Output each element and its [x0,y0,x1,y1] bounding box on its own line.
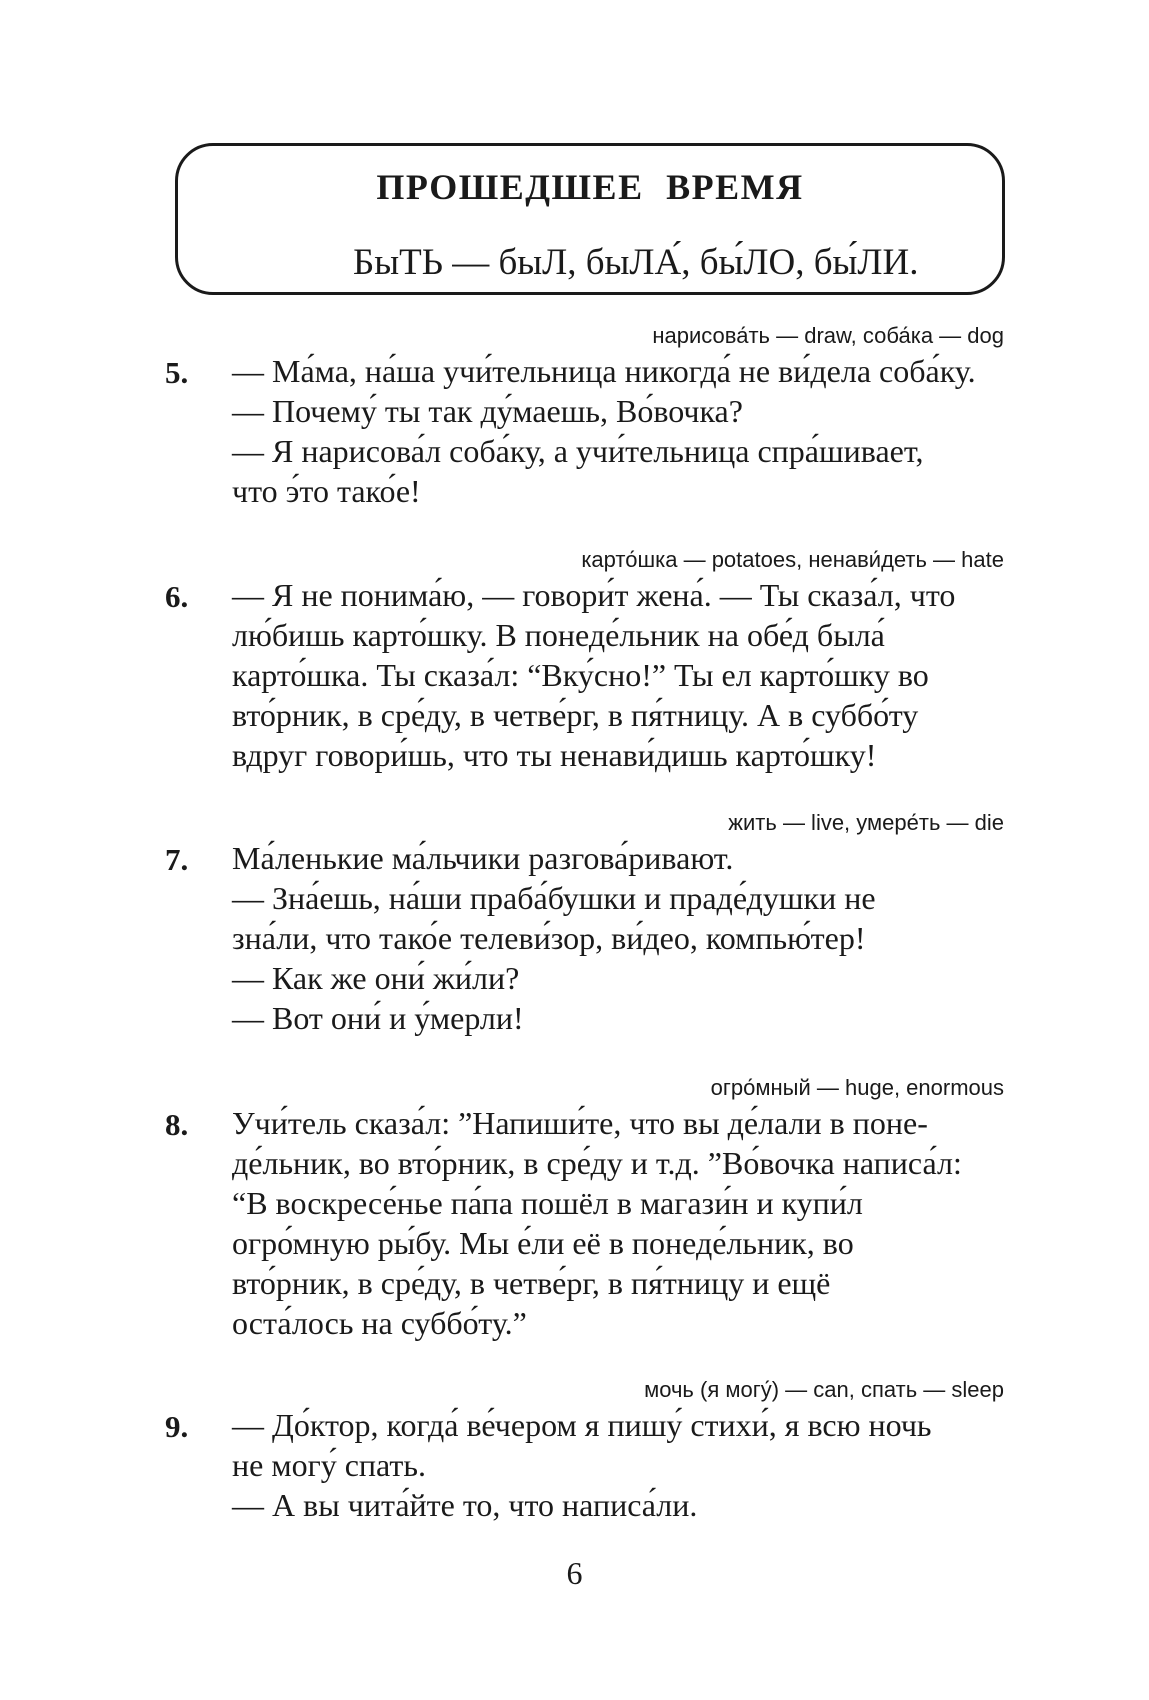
text-line: — Вот они́ и у́мерли! [232,1000,524,1036]
page-number: 6 [566,1555,583,1591]
vocabulary-gloss: огро́мный — huge, enormous [710,1075,1004,1100]
text-line: что э́то тако́е! [232,473,421,509]
verb-forms: БыТЬ — быЛ, быЛА́, бы́ЛО, бы́ЛИ. [353,242,919,283]
text-line: вто́рник, в сре́ду, в четве́рг, в пя́тницу. А в суббо́ту [232,697,919,733]
text-line: Ма́ленькие ма́льчики разгова́ривают. [232,840,734,876]
joke-text [232,1405,1004,1525]
joke-number: 5. [165,355,189,390]
text-line: карто́шка. Ты сказа́л: “Вку́сно!” Ты ел карто́шку во [232,657,929,693]
joke-text [232,575,1004,775]
joke-number: 9. [165,1409,189,1444]
text-line: — Я нарисова́л соба́ку, а учи́тельница спра́шивает, [232,433,924,469]
text-line: — Зна́ешь, на́ши праба́бушки и праде́душки не [232,880,876,916]
joke-text [232,838,1004,1038]
text-line: — Ма́ма, на́ша учи́тельница никогда́ не ви́дела соба́ку. [232,353,976,389]
vocabulary-gloss: жить — live, умере́ть — die [728,810,1004,835]
joke-number: 6. [165,579,189,614]
text-line: де́льник, во вто́рник, в сре́ду и т.д. ”Во́вочка написа́л: [232,1145,962,1181]
text-line: — Как же они́ жи́ли? [232,960,520,996]
vocabulary-gloss: мочь (я могу́) — can, спать — sleep [644,1377,1004,1402]
joke-text [232,1103,1004,1343]
text-line: лю́бишь карто́шку. В понеде́льник на обе́д была́ [232,617,885,653]
text-line: — Я не понима́ю, — говори́т жена́. — Ты сказа́л, что [232,577,956,613]
section-title: ПРОШЕДШЕЕ ВРЕМЯ [376,167,804,207]
text-line: зна́ли, что тако́е телеви́зор, ви́део, компью́тер! [232,920,866,956]
text-line: — Почему́ ты так ду́маешь, Во́вочка? [232,393,743,429]
vocabulary-gloss: нарисова́ть — draw, соба́ка — dog [652,323,1004,348]
text-line: — До́ктор, когда́ ве́чером я пишу́ стихи́, я всю ночь [232,1407,932,1443]
text-line: вто́рник, в сре́ду, в четве́рг, в пя́тницу и ещё [232,1265,831,1301]
text-line: не могу́ спать. [232,1447,426,1483]
text-line: “В воскресе́нье па́па пошёл в магази́н и купи́л [232,1185,863,1221]
vocabulary-gloss: карто́шка — potatoes, ненави́деть — hate [581,547,1004,572]
text-line: Учи́тель сказа́л: ”Напиши́те, что вы де́лали в поне- [232,1105,928,1141]
text-line: огро́мную ры́бу. Мы е́ли её в понеде́льник, во [232,1225,854,1261]
text-line: — А вы чита́йте то, что написа́ли. [232,1487,698,1523]
joke-number: 8. [165,1107,189,1142]
text-line: вдруг говори́шь, что ты ненави́дишь карто́шку! [232,737,877,773]
joke-number: 7. [165,842,189,877]
joke-text [232,351,1004,511]
past-tense-header-box [175,143,1005,295]
text-line: оста́лось на суббо́ту.” [232,1305,527,1341]
